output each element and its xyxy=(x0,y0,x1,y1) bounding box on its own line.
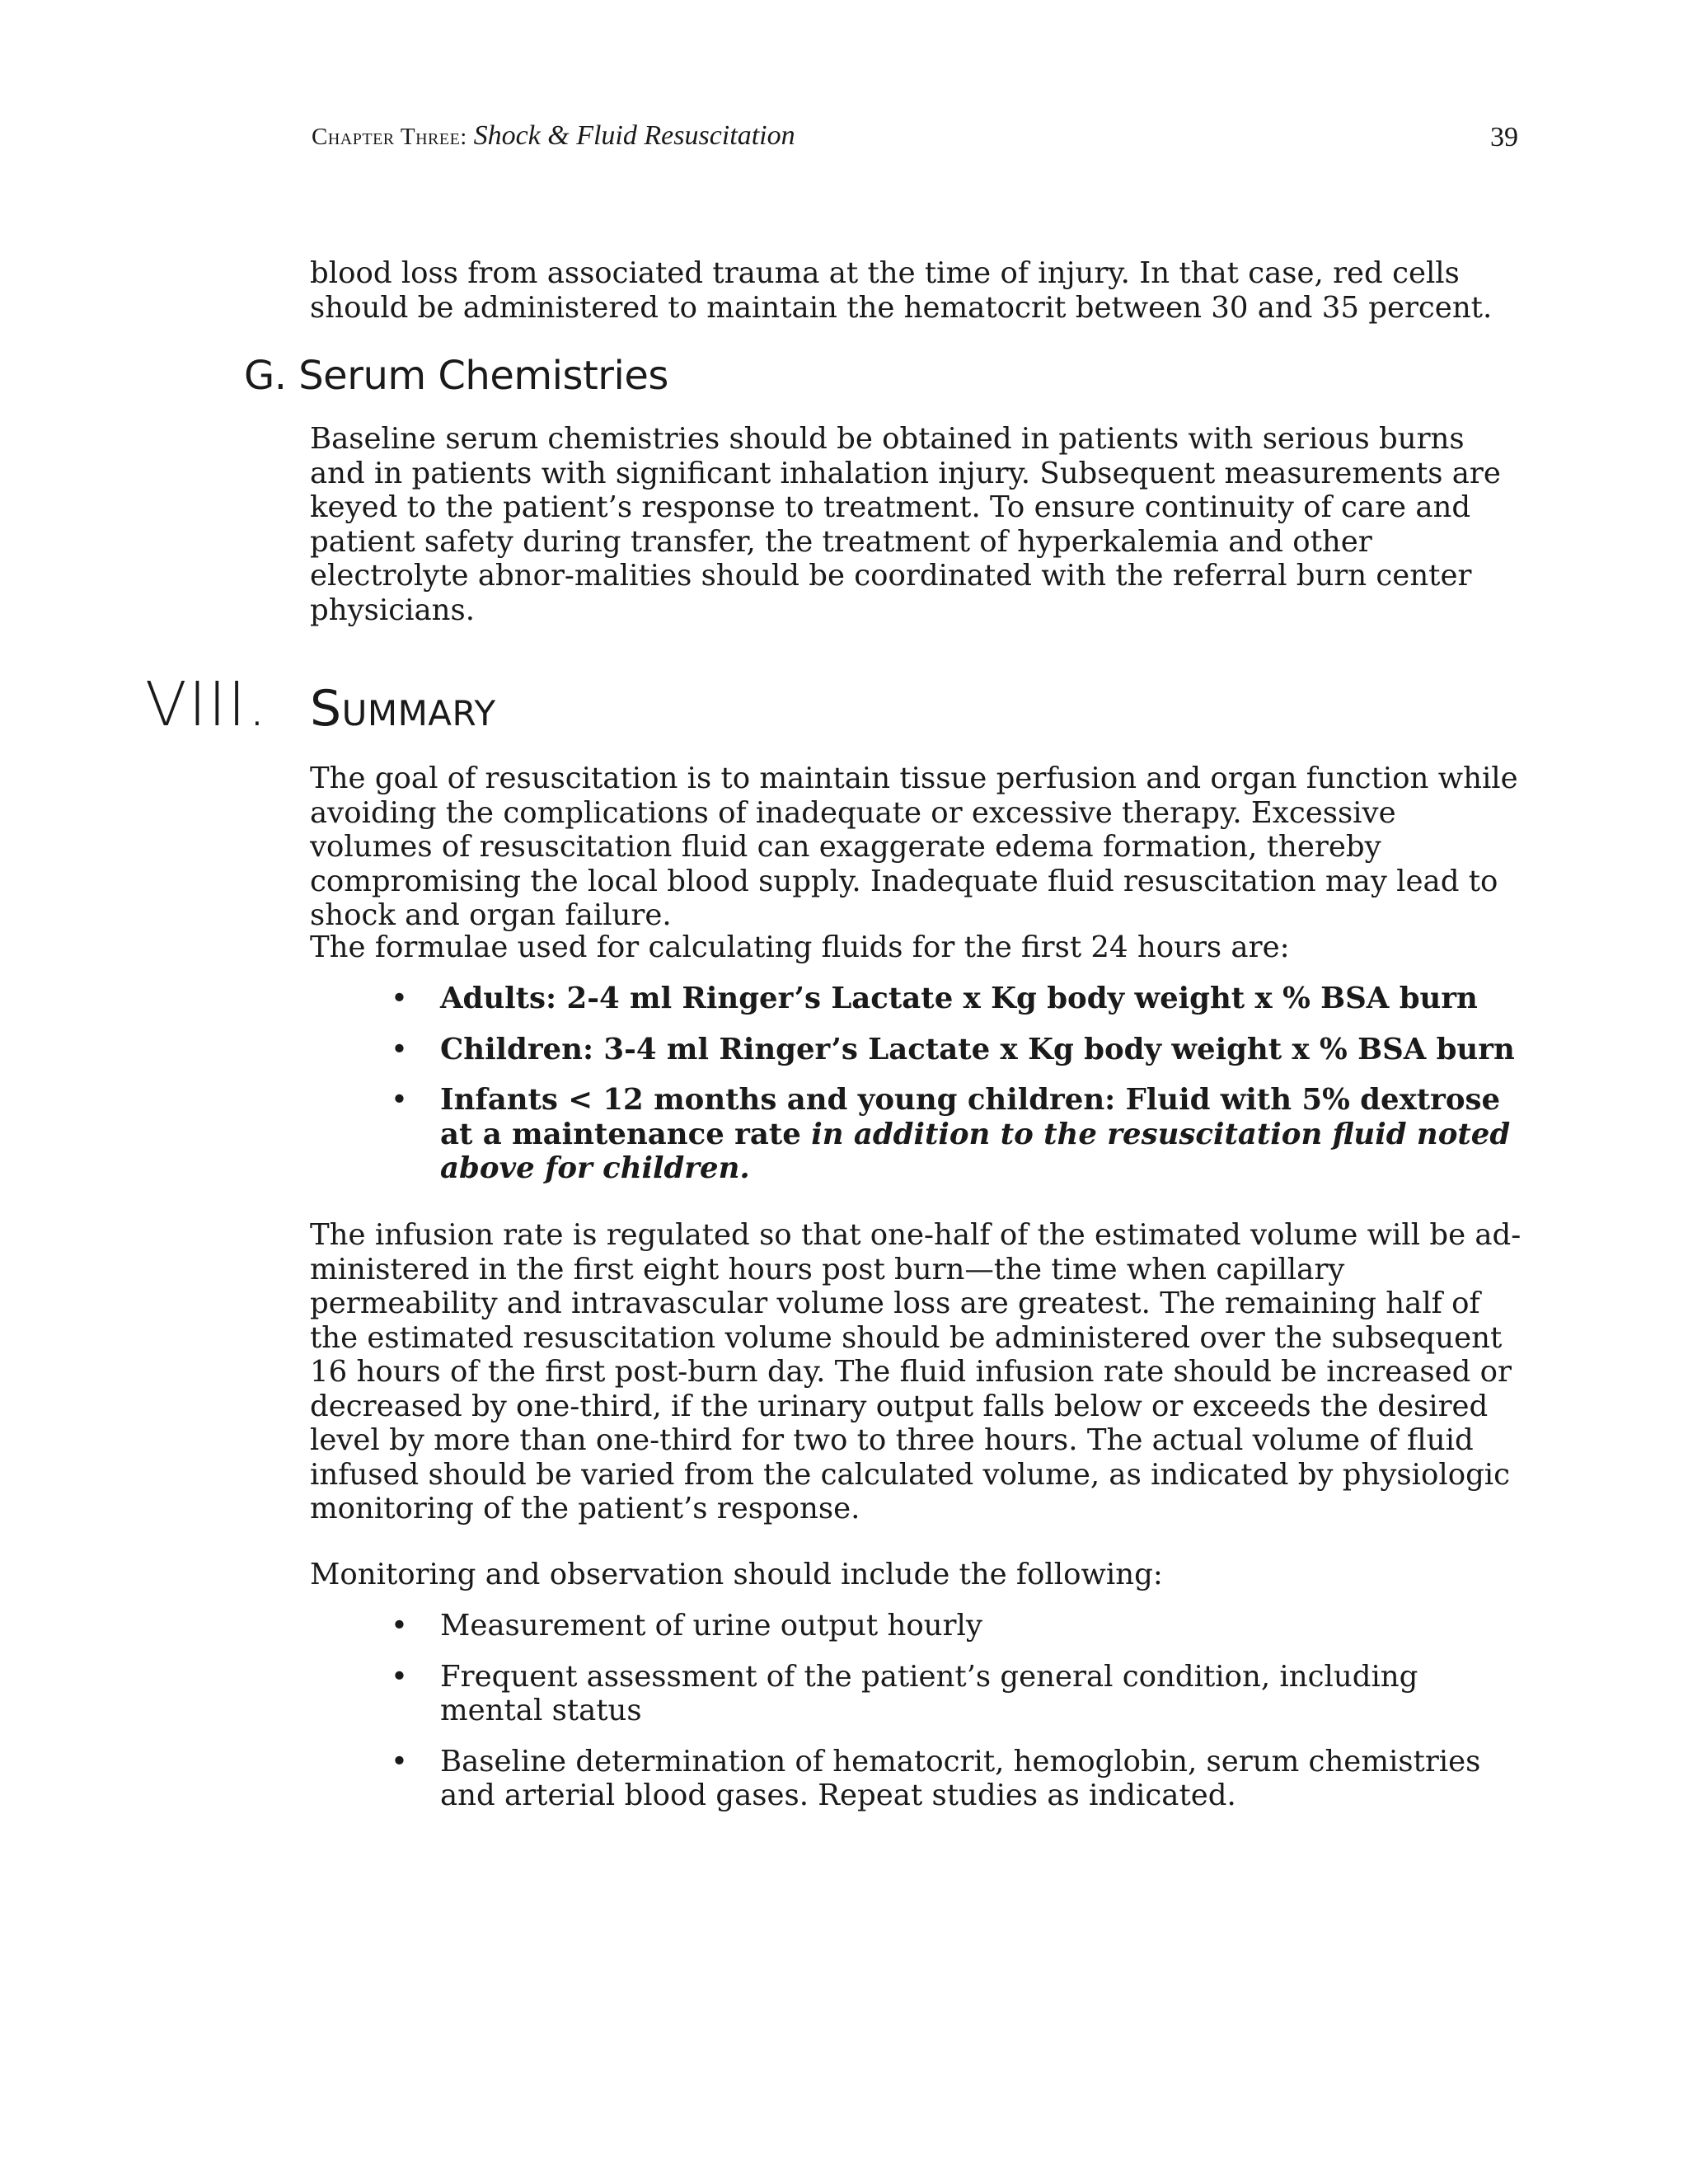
summary-paragraph-formulae-intro: The formulae used for calculating fluids for the first 24 hours are: xyxy=(310,930,1290,964)
bullet-icon: • xyxy=(391,1032,408,1066)
monitoring-list xyxy=(0,1609,1525,1830)
list-item: • Adults: 2-4 ml Ringer’s Lactate x Kg body weight x % BSA burn xyxy=(391,982,1478,1015)
section-number: VIII. xyxy=(145,669,269,740)
list-item: • Children: 3-4 ml Ringer’s Lactate x Kg body weight x % BSA burn xyxy=(391,1032,1515,1066)
page-number: 39 xyxy=(1490,122,1518,152)
list-item: • Baseline determination of hematocrit, hemoglobin, serum chemistries and arterial blood gases. Repeat studies as indicated. xyxy=(391,1744,1481,1812)
formulae-list xyxy=(0,982,1525,1202)
serum-chemistries-paragraph: Baseline serum chemistries should be obtained in patients with serious burns and in patients with significant inhalation injury. Subsequent measurements are keyed to the patient’s response to treatment. To ensure continuity of care and patient safety during transfer, the treatment of hyperkalemia and other electrolyte abnor-malities should be coordinated with the referral burn center physicians. xyxy=(310,422,1501,627)
bullet-icon: • xyxy=(391,1744,408,1779)
summary-paragraph-monitoring-intro: Monitoring and observation should include the following: xyxy=(310,1558,1163,1591)
subsection-heading-serum-chemistries: G. Serum Chemistries xyxy=(244,353,668,399)
bullet-icon: • xyxy=(391,982,408,1015)
summary-paragraph-goal: The goal of resuscitation is to maintain tissue perfusion and organ function while avoiding the complications of inadequate or excessive therapy. Excessive volumes of resuscitation fluid can exaggerate edema formation, thereby compromising the local blood supply. Inadequate fluid resuscitation may lead to shock and organ failure. xyxy=(310,762,1518,932)
summary-paragraph-infusion-rate: The infusion rate is regulated so that one-half of the estimated volume will be ad-ministered in the first eight hours post burn—the time when capillary permeability and intravascular volume loss are greatest. The remaining half of the estimated resuscitation volume should be administered over the subsequent 16 hours of the first post-burn day. The fluid infusion rate should be increased or decreased by one-third, if the urinary output falls below or exceeds the desired level by more than one-third for two to three hours. The actual volume of fluid infused should be varied from the calculated volume, as indicated by physiologic monitoring of the patient’s response. xyxy=(310,1218,1522,1526)
chapter-title: Shock & Fluid Resuscitation xyxy=(473,120,795,151)
bullet-icon: • xyxy=(391,1659,408,1694)
list-item: • Frequent assessment of the patient’s general condition, including mental status xyxy=(391,1659,1418,1727)
running-head xyxy=(312,120,1518,160)
section-heading-summary xyxy=(145,669,496,740)
bullet-icon: • xyxy=(391,1609,408,1643)
list-item: • Infants < 12 months and young children: Fluid with 5% dextrose at a maintenance rate in addition to the resuscitation fluid noted above for children. xyxy=(391,1083,1511,1185)
section-title: Summary xyxy=(310,680,496,738)
chapter-label: Chapter Three: Shock & Fluid Resuscitation xyxy=(312,120,795,151)
continuation-paragraph: blood loss from associated trauma at the time of injury. In that case, red cells should be administered to maintain the hematocrit between 30 and 35 percent. xyxy=(310,256,1493,325)
list-item: • Measurement of urine output hourly xyxy=(391,1609,982,1643)
bullet-icon: • xyxy=(391,1083,408,1117)
